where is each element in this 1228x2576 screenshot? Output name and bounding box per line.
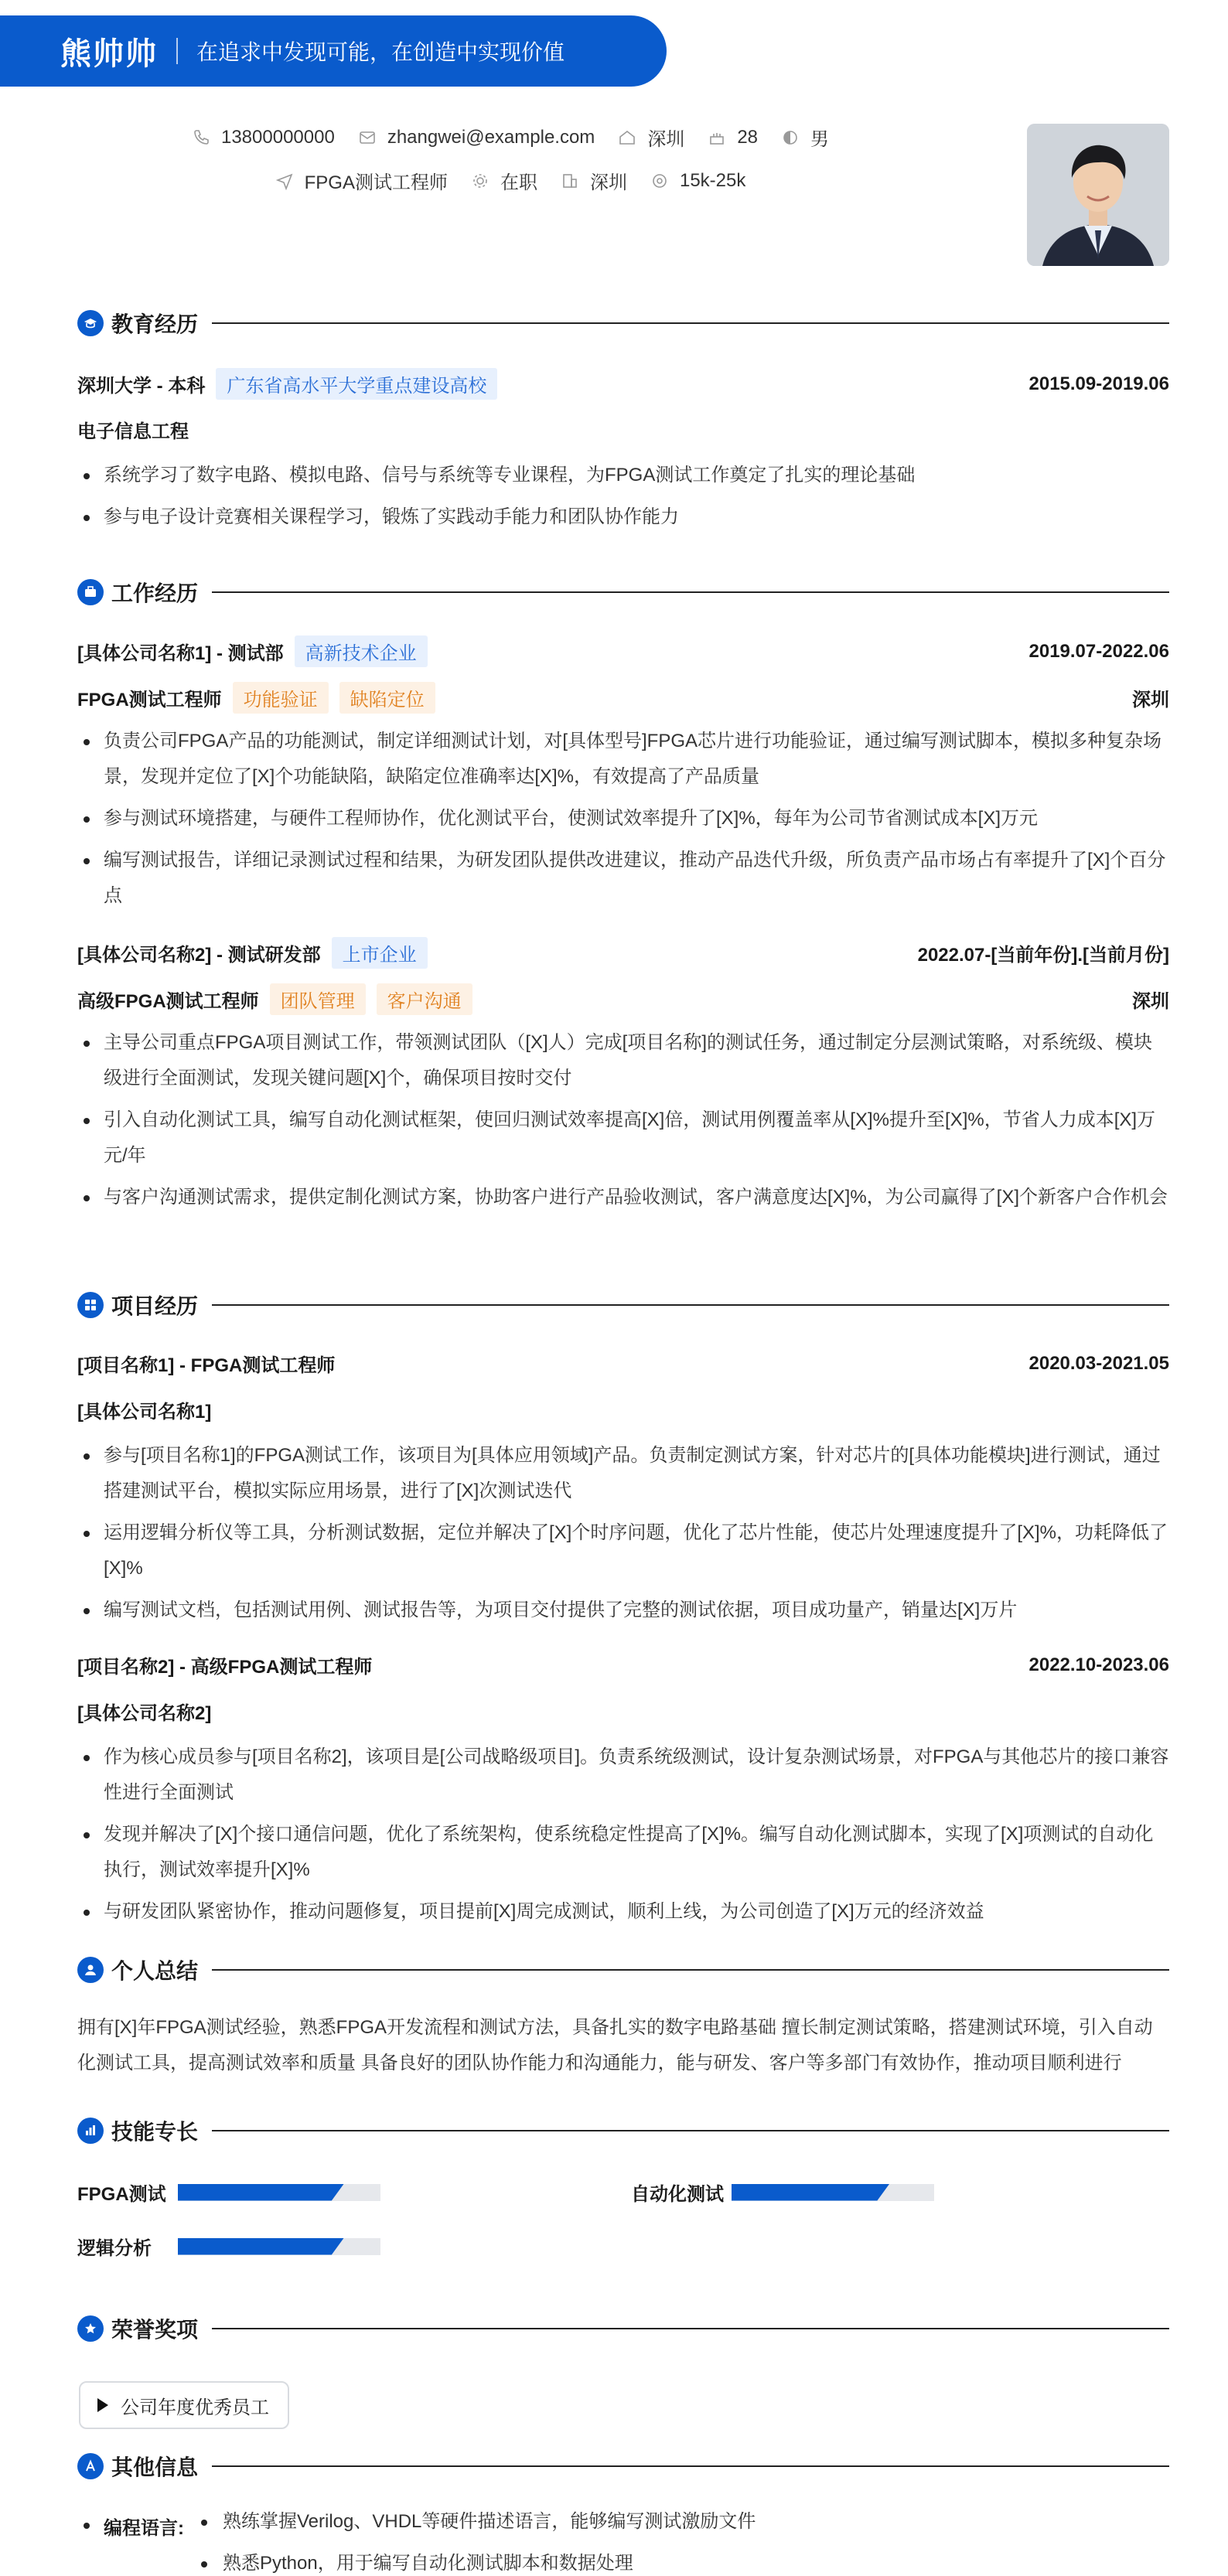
user-icon	[77, 1957, 104, 1983]
education-bullets	[77, 458, 1169, 541]
education-icon	[77, 310, 104, 336]
school-tag: 广东省高水平大学重点建设高校	[216, 368, 497, 400]
job-1-tag-1: 功能验证	[233, 682, 329, 714]
section-divider	[212, 1304, 1169, 1306]
section-divider	[212, 2328, 1169, 2329]
job-1-bullets	[77, 724, 1169, 920]
education-period: 2015.09-2019.06	[1028, 373, 1169, 394]
list-item: 引入自动化测试工具，编写自动化测试框架，使回归测试效率提高[X]倍，测试用例覆盖率从[X]%提升至[X]%，节省人力成本[X]万元/年	[77, 1102, 1169, 1174]
city-text: 深圳	[647, 129, 685, 150]
section-divider	[212, 591, 1169, 593]
contact-row-intent	[0, 167, 1021, 194]
education-row	[77, 368, 1169, 400]
summary-section-header	[77, 1954, 1169, 1985]
list-item: 参与[项目名称1]的FPGA测试工作，该项目为[具体应用领域]产品。负责制定测试方案，针对芯片的[具体功能模块]进行测试，通过搭建测试平台，模拟实际应用场景，进行了[X]次测试迭代	[77, 1438, 1169, 1509]
project-1-name: [项目名称1] - FPGA测试工程师	[77, 1355, 336, 1376]
email-text: zhangwei@example.com	[387, 126, 595, 148]
home-icon	[618, 128, 636, 147]
skill-name: 自动化测试	[631, 2184, 724, 2205]
salary-item	[650, 170, 745, 192]
list-item: 编写测试文档，包括测试用例、测试报告等，为项目交付提供了完整的测试依据，项目成功量产，销量达[X]万片	[77, 1593, 1169, 1628]
projects-title: 项目经历	[111, 1294, 199, 1318]
status-item	[471, 167, 537, 194]
job-1-company-tag: 高新技术企业	[295, 635, 428, 667]
skill-name: FPGA测试	[77, 2184, 166, 2205]
coin-icon	[650, 172, 669, 190]
list-item: 参与电子设计竞赛相关课程学习，锻炼了实践动手能力和团队协作能力	[77, 499, 1169, 535]
section-divider	[212, 2465, 1169, 2467]
other-title: 其他信息	[111, 2455, 199, 2479]
skill-bar-fill	[178, 2184, 344, 2201]
job-2-tag-2: 客户沟通	[377, 983, 472, 1015]
phone-item	[192, 127, 335, 148]
header-banner	[0, 15, 667, 87]
slogan: 在追求中发现可能，在创造中实现价值	[196, 40, 565, 64]
header-divider	[176, 38, 178, 64]
email-item	[358, 127, 595, 148]
summary-text: 拥有[X]年FPGA测试经验，熟悉FPGA开发流程和测试方法，具备扎实的数字电路基础 擅长制定测试策略，搭建测试环境，引入自动化测试工具，提高测试效率和质量 具备良好的团队协作能力和沟通能力，能与研发、客户等多部门有效协作，推动项目顺利进行	[77, 2017, 1153, 2073]
gear-icon	[471, 172, 489, 190]
job-2-role: 高级FPGA测试工程师	[77, 991, 259, 1012]
job-2-company: [具体公司名称2] - 测试研发部	[77, 945, 321, 966]
honors-section-header	[77, 2313, 1169, 2344]
project-2-bullets	[77, 1739, 1169, 1936]
send-icon	[275, 172, 294, 190]
play-icon	[97, 2398, 108, 2412]
list-item: 作为核心成员参与[项目名称2]，该项目是[公司战略级项目]。负责系统级测试，设计复杂测试场景，对FPGA与其他芯片的接口兼容性进行全面测试	[77, 1739, 1169, 1811]
education-title: 教育经历	[111, 312, 199, 336]
section-divider	[212, 2130, 1169, 2131]
other-section-header	[77, 2451, 1169, 2482]
age-text: 28	[737, 126, 759, 148]
target-city-text: 深圳	[589, 172, 627, 193]
list-item: 与客户沟通测试需求，提供定制化测试方案，协助客户进行产品验收测试，客户满意度达[X]%，为公司赢得了[X]个新客户合作机会	[77, 1180, 1169, 1215]
gender-text: 男	[810, 129, 830, 150]
phone-icon	[192, 128, 210, 147]
building-icon	[561, 172, 579, 190]
project-1-company: [具体公司名称1]	[77, 1402, 212, 1423]
skill-item	[77, 2179, 380, 2206]
list-item: 编写测试报告，详细记录测试过程和结果，为研发团队提供改进建议，推动产品迭代升级，所负责产品市场占有率提升了[X]个百分点	[77, 843, 1169, 914]
age-item	[708, 127, 758, 148]
target-job-text: FPGA测试工程师	[304, 172, 448, 193]
email-icon	[358, 128, 377, 147]
work-title: 工作经历	[111, 581, 199, 605]
avatar-portrait	[1027, 124, 1169, 266]
skill-bar-fill	[732, 2184, 889, 2201]
project-1-row	[77, 1350, 1169, 1377]
job-2-company-tag: 上市企业	[332, 937, 428, 969]
award-item	[79, 2381, 289, 2429]
briefcase-icon	[77, 579, 104, 605]
skills-section-header	[77, 2115, 1169, 2146]
major-row	[77, 416, 1169, 443]
list-item: 熟练掌握Verilog、VHDL等硬件描述语言，能够编写测试激励文件	[193, 2513, 756, 2531]
list-item: 运用逻辑分析仪等工具，分析测试数据，定位并解决了[X]个时序问题，优化了芯片性能，使芯片处理速度提升了[X]%，功耗降低了[X]%	[77, 1515, 1169, 1586]
project-2-company-row	[77, 1698, 1169, 1725]
award-text: 公司年度优秀员工	[121, 2397, 269, 2418]
candidate-name: 熊帅帅	[60, 36, 158, 71]
phone-text: 13800000000	[220, 126, 335, 148]
project-1-company-row	[77, 1396, 1169, 1423]
project-2-name: [项目名称2] - 高级FPGA测试工程师	[77, 1657, 373, 1678]
contact-row-basic	[0, 124, 1021, 151]
job-2-company-row	[77, 937, 1169, 969]
text-icon	[77, 2453, 104, 2479]
city-item	[618, 124, 684, 151]
list-item: 与研发团队紧密协作，推动问题修复，项目提前[X]周完成测试，顺利上线，为公司创造了[X]万元的经济效益	[77, 1894, 1169, 1930]
chart-icon	[77, 2118, 104, 2144]
job-2-period: 2022.07-[当前年份].[当前月份]	[917, 945, 1169, 966]
list-item: 系统学习了数字电路、模拟电路、信号与系统等专业课程，为FPGA测试工作奠定了扎实的理论基础	[77, 458, 1169, 493]
status-text: 在职	[500, 172, 537, 193]
school-name: 深圳大学 - 本科	[77, 376, 206, 397]
major-name: 电子信息工程	[77, 421, 189, 442]
skill-bar-fill	[178, 2238, 344, 2255]
section-divider	[212, 322, 1169, 324]
skill-name: 逻辑分析	[77, 2238, 152, 2259]
skill-item	[631, 2179, 934, 2206]
skill-bar	[178, 2238, 380, 2255]
job-1-company: [具体公司名称1] - 测试部	[77, 643, 284, 664]
skill-bar	[178, 2184, 380, 2201]
programming-list	[193, 2513, 756, 2576]
salary-text: 15k-25k	[679, 169, 746, 191]
target-city-item	[561, 167, 627, 194]
award-icon	[77, 2315, 104, 2342]
skill-item	[77, 2233, 380, 2260]
job-1-period: 2019.07-2022.06	[1028, 640, 1169, 662]
list-item: 熟悉Python，用于编写自动化测试脚本和数据处理	[193, 2554, 756, 2573]
job-2-bullets	[77, 1025, 1169, 1222]
job-2-city: 深圳	[1132, 991, 1169, 1012]
list-item: 主导公司重点FPGA项目测试工作，带领测试团队（[X]人）完成[项目名称]的测试任务，通过制定分层测试策略，对系统级、模块级进行全面测试，发现关键问题[X]个，确保项目按时交付	[77, 1025, 1169, 1096]
job-1-role-row	[77, 682, 1169, 714]
skill-bar	[732, 2184, 934, 2201]
projects-section-header	[77, 1290, 1169, 1320]
avatar	[1027, 124, 1169, 266]
job-1-tag-2: 缺陷定位	[339, 682, 435, 714]
skills-title: 技能专长	[111, 2120, 199, 2144]
programming-label: 编程语言:	[77, 2513, 184, 2540]
summary-title: 个人总结	[111, 1959, 199, 1983]
grid-icon	[77, 1292, 104, 1318]
job-2-role-row	[77, 983, 1169, 1015]
project-2-row	[77, 1651, 1169, 1678]
cake-icon	[708, 128, 726, 147]
job-1-role: FPGA测试工程师	[77, 690, 222, 710]
project-2-company: [具体公司名称2]	[77, 1703, 212, 1724]
job-2-tag-1: 团队管理	[270, 983, 366, 1015]
list-item: 参与测试环境搭建，与硬件工程师协作，优化测试平台，使测试效率提升了[X]%，每年为公司节省测试成本[X]万元	[77, 801, 1169, 837]
gender-icon	[781, 128, 800, 147]
job-1-company-row	[77, 635, 1169, 667]
project-2-period: 2022.10-2023.06	[1028, 1654, 1169, 1675]
job-1-city: 深圳	[1132, 690, 1169, 710]
honors-title: 荣誉奖项	[111, 2318, 199, 2342]
target-job-item	[275, 167, 448, 194]
education-section-header	[77, 308, 1169, 339]
project-1-period: 2020.03-2021.05	[1028, 1352, 1169, 1374]
work-section-header	[77, 577, 1169, 608]
gender-item	[781, 124, 829, 151]
list-item: 发现并解决了[X]个接口通信问题，优化了系统架构，使系统稳定性提高了[X]%。编写自动化测试脚本，实现了[X]项测试的自动化执行，测试效率提升[X]%	[77, 1817, 1169, 1888]
section-divider	[212, 1969, 1169, 1971]
list-item: 负责公司FPGA产品的功能测试，制定详细测试计划，对[具体型号]FPGA芯片进行功能验证，通过编写测试脚本，模拟多种复杂场景，发现并定位了[X]个功能缺陷，缺陷定位准确率达[X]%，有效提高了产品质量	[77, 724, 1169, 795]
project-1-bullets	[77, 1438, 1169, 1634]
